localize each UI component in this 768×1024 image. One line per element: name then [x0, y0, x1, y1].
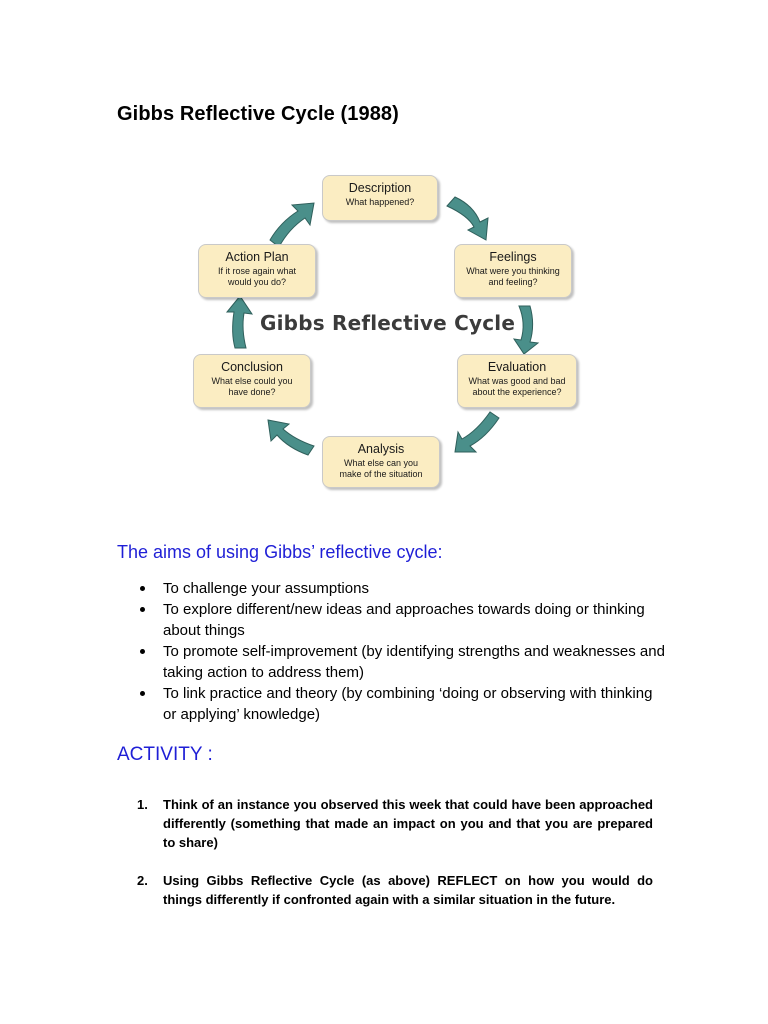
list-item: [137, 683, 667, 725]
step-text: Using Gibbs Reflective Cycle (as above) REFLECT on how you would do things differently if confronted again with a similar situation in the future.: [163, 873, 653, 907]
aims-list: [137, 578, 667, 725]
stage-conclusion: [193, 354, 311, 408]
stage-title: Action Plan: [225, 250, 289, 264]
stage-title: Evaluation: [487, 360, 547, 374]
aims-heading: The aims of using Gibbs’ reflective cycle:: [117, 542, 443, 562]
bullet-icon: [140, 607, 145, 612]
stage-subtitle: If it rose again what would you do?: [217, 266, 297, 287]
activity-step: [137, 795, 653, 852]
stage-title: Feelings: [489, 250, 537, 264]
list-item: [137, 578, 667, 599]
arrow-description-to-feelings: [447, 197, 488, 240]
list-item-text: To link practice and theory (by combining ‘doing or observing with thinking or applying’ knowledge): [163, 685, 653, 723]
list-item: [137, 641, 667, 683]
stage-subtitle: What was good and bad about the experience?: [468, 376, 566, 397]
activity-heading: ACTIVITY :: [117, 744, 213, 765]
activity-steps: [137, 795, 653, 909]
step-number: 2.: [137, 873, 148, 888]
arrow-action-plan-to-description: [270, 203, 314, 247]
stage-subtitle: What happened?: [345, 197, 415, 207]
arrow-analysis-to-conclusion: [268, 420, 314, 455]
stage-title: Conclusion: [221, 360, 283, 374]
stage-subtitle: What else can you make of the situation: [339, 458, 423, 479]
arrow-evaluation-to-analysis: [455, 412, 499, 452]
stage-title: Analysis: [357, 442, 405, 456]
stage-evaluation: [457, 354, 577, 408]
list-item-text: To promote self-improvement (by identifying strengths and weaknesses and taking action to address them): [163, 643, 665, 681]
stage-subtitle: What else could you have done?: [211, 376, 293, 397]
stage-title: Description: [348, 181, 412, 195]
stage-description: [322, 175, 438, 221]
stage-analysis: [322, 436, 440, 488]
activity-step: [137, 871, 653, 909]
step-text: Think of an instance you observed this week that could have been approached differently (something that made an impact on you and that you are prepared to share): [163, 797, 653, 850]
step-number: 1.: [137, 797, 148, 812]
page-title: Gibbs Reflective Cycle (1988): [117, 103, 399, 125]
arrow-feelings-to-evaluation: [514, 306, 538, 354]
cycle-center-label: Gibbs Reflective Cycle: [260, 311, 516, 335]
list-item-text: To challenge your assumptions: [163, 580, 369, 597]
stage-subtitle: What were you thinking and feeling?: [466, 266, 560, 287]
list-item: [137, 599, 667, 641]
list-item-text: To explore different/new ideas and approaches towards doing or thinking about things: [163, 601, 645, 639]
stage-action-plan: [198, 244, 316, 298]
bullet-icon: [140, 586, 145, 591]
bullet-icon: [140, 691, 145, 696]
arrow-conclusion-to-action-plan: [227, 296, 252, 348]
stage-feelings: [454, 244, 572, 298]
bullet-icon: [140, 649, 145, 654]
